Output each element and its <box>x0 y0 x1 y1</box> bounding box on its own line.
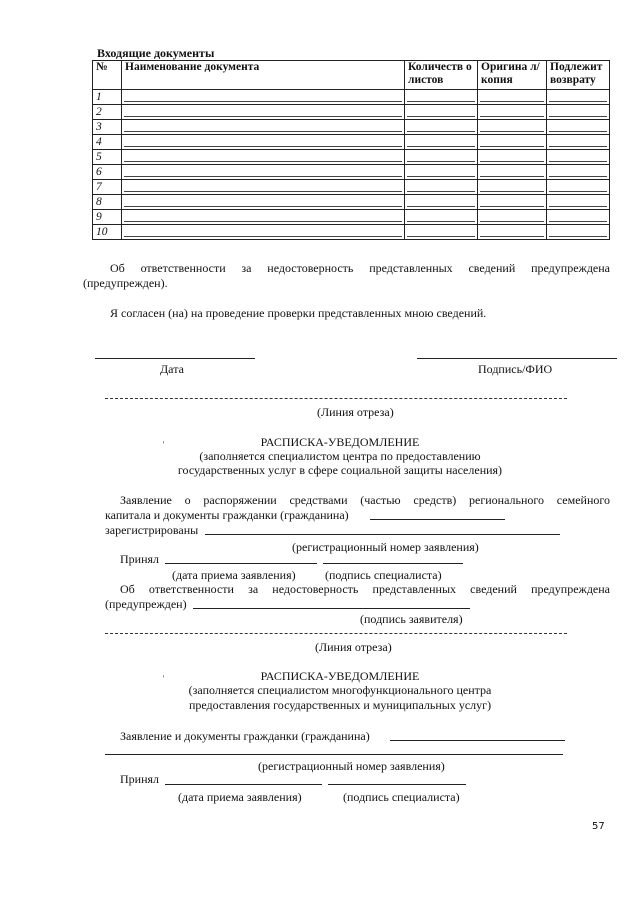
sheet-count-cell[interactable] <box>405 195 478 210</box>
row-number: 1 <box>93 90 122 105</box>
receipt1-statement-2: капитала и документы гражданки (гражданина) <box>105 508 349 522</box>
doc-name-cell[interactable] <box>122 90 405 105</box>
row-number: 4 <box>93 135 122 150</box>
receipt1-date-caption: (дата приема заявления) <box>172 568 296 582</box>
doc-name-cell[interactable] <box>122 195 405 210</box>
receipt2-spec-line <box>328 784 466 785</box>
table-row <box>93 195 610 210</box>
sheet-count-cell[interactable] <box>405 135 478 150</box>
table-row <box>93 150 610 165</box>
to-return-cell[interactable] <box>547 90 610 105</box>
receipt2-statement: Заявление и документы гражданки (гражданина) <box>120 729 370 743</box>
original-copy-cell[interactable] <box>478 180 547 195</box>
receipt1-date-line <box>165 563 317 564</box>
original-copy-cell[interactable] <box>478 135 547 150</box>
consent-text: Я согласен (на) на проведение проверки представленных мною сведений. <box>110 306 487 320</box>
receipt1-registered: зарегистрированы <box>105 523 199 537</box>
table-row <box>93 210 610 225</box>
sheet-count-cell[interactable] <box>405 180 478 195</box>
sheet-count-cell[interactable] <box>405 225 478 240</box>
receipt1-title: РАСПИСКА-УВЕДОМЛЕНИЕ <box>260 435 420 449</box>
receipt1-responsibility-2: (предупрежден) <box>105 597 187 611</box>
row-number: 3 <box>93 120 122 135</box>
receipt2-subtitle-1: (заполняется специалистом многофункционального центра <box>188 683 492 697</box>
col-to-return: Подлежит возврату <box>547 61 610 90</box>
responsibility-line-2: (предупрежден). <box>83 276 168 290</box>
date-label: Дата <box>160 362 184 376</box>
receipt2-spec-caption: (подпись специалиста) <box>343 790 460 804</box>
to-return-cell[interactable] <box>547 165 610 180</box>
registration-number-line <box>205 534 560 535</box>
row-number: 7 <box>93 180 122 195</box>
doc-name-cell[interactable] <box>122 150 405 165</box>
doc-name-cell[interactable] <box>122 180 405 195</box>
table-header-row <box>93 61 610 90</box>
original-copy-cell[interactable] <box>478 210 547 225</box>
incoming-title: Входящие документы <box>97 46 215 60</box>
applicant-name-line <box>370 519 505 520</box>
col-document-name: Наименование документа <box>122 61 405 90</box>
sheet-count-cell[interactable] <box>405 165 478 180</box>
mark: ' <box>163 440 165 449</box>
date-line <box>95 358 255 359</box>
doc-name-cell[interactable] <box>122 210 405 225</box>
receipt2-reg-caption: (регистрационный номер заявления) <box>258 759 445 773</box>
table-row <box>93 225 610 240</box>
cut-line-2 <box>105 633 567 634</box>
receipt2-subtitle-2: предоставления государственных и муниципальных услуг) <box>188 698 492 712</box>
doc-name-cell[interactable] <box>122 135 405 150</box>
to-return-cell[interactable] <box>547 180 610 195</box>
to-return-cell[interactable] <box>547 210 610 225</box>
cut-line-1 <box>105 398 567 399</box>
original-copy-cell[interactable] <box>478 120 547 135</box>
table-row <box>93 120 610 135</box>
doc-name-cell[interactable] <box>122 105 405 120</box>
receipt1-accepted: Принял <box>120 552 160 566</box>
incoming-documents-table <box>92 60 610 240</box>
table-row <box>93 90 610 105</box>
sheet-count-cell[interactable] <box>405 90 478 105</box>
doc-name-cell[interactable] <box>122 165 405 180</box>
receipt2-date-line <box>165 784 322 785</box>
to-return-cell[interactable] <box>547 195 610 210</box>
cut-label-2: (Линия отреза) <box>315 640 392 654</box>
signature-label: Подпись/ФИО <box>478 362 553 376</box>
receipt1-reg-caption: (регистрационный номер заявления) <box>292 540 479 554</box>
col-original-copy: Оригина л/копия <box>478 61 547 90</box>
sheet-count-cell[interactable] <box>405 150 478 165</box>
receipt1-spec-caption: (подпись специалиста) <box>325 568 442 582</box>
receipt1-responsibility-1: Об ответственности за недостоверность представленных сведений предупреждена <box>120 582 610 596</box>
receipt1-spec-line <box>323 563 463 564</box>
responsibility-line-1: Об ответственности за недостоверность представленных сведений предупреждена <box>110 261 610 275</box>
table-row <box>93 135 610 150</box>
sheet-count-cell[interactable] <box>405 210 478 225</box>
sheet-count-cell[interactable] <box>405 120 478 135</box>
to-return-cell[interactable] <box>547 150 610 165</box>
signature-line <box>417 358 617 359</box>
row-number: 10 <box>93 225 122 240</box>
original-copy-cell[interactable] <box>478 150 547 165</box>
receipt2-accepted: Принял <box>120 772 160 786</box>
receipt1-subtitle-1: (заполняется специалистом центра по предоставлению <box>199 449 481 463</box>
col-sheet-count: Количеств о листов <box>405 61 478 90</box>
row-number: 6 <box>93 165 122 180</box>
to-return-cell[interactable] <box>547 225 610 240</box>
receipt1-applicant-caption: (подпись заявителя) <box>360 612 463 626</box>
doc-name-cell[interactable] <box>122 225 405 240</box>
receipt2-registration-line <box>105 754 563 755</box>
original-copy-cell[interactable] <box>478 90 547 105</box>
to-return-cell[interactable] <box>547 120 610 135</box>
receipt2-applicant-line <box>390 740 565 741</box>
col-number: № <box>93 61 122 90</box>
table-row <box>93 180 610 195</box>
applicant-signature-line <box>193 608 470 609</box>
table-row <box>93 165 610 180</box>
to-return-cell[interactable] <box>547 105 610 120</box>
row-number: 9 <box>93 210 122 225</box>
page-number: 57 <box>592 821 605 832</box>
table-row <box>93 105 610 120</box>
receipt1-subtitle-2: государственных услуг в сфере социальной защиты населения) <box>177 463 503 477</box>
row-number: 8 <box>93 195 122 210</box>
sheet-count-cell[interactable] <box>405 105 478 120</box>
row-number: 5 <box>93 150 122 165</box>
receipt2-date-caption: (дата приема заявления) <box>178 790 302 804</box>
row-number: 2 <box>93 105 122 120</box>
receipt2-title: РАСПИСКА-УВЕДОМЛЕНИЕ <box>260 669 420 683</box>
receipt1-statement-1: Заявление о распоряжении средствами (частью средств) регионального семейного <box>120 493 610 507</box>
original-copy-cell[interactable] <box>478 165 547 180</box>
doc-name-cell[interactable] <box>122 120 405 135</box>
to-return-cell[interactable] <box>547 135 610 150</box>
original-copy-cell[interactable] <box>478 195 547 210</box>
original-copy-cell[interactable] <box>478 225 547 240</box>
mark: ' <box>163 674 165 683</box>
original-copy-cell[interactable] <box>478 105 547 120</box>
cut-label-1: (Линия отреза) <box>317 405 394 419</box>
